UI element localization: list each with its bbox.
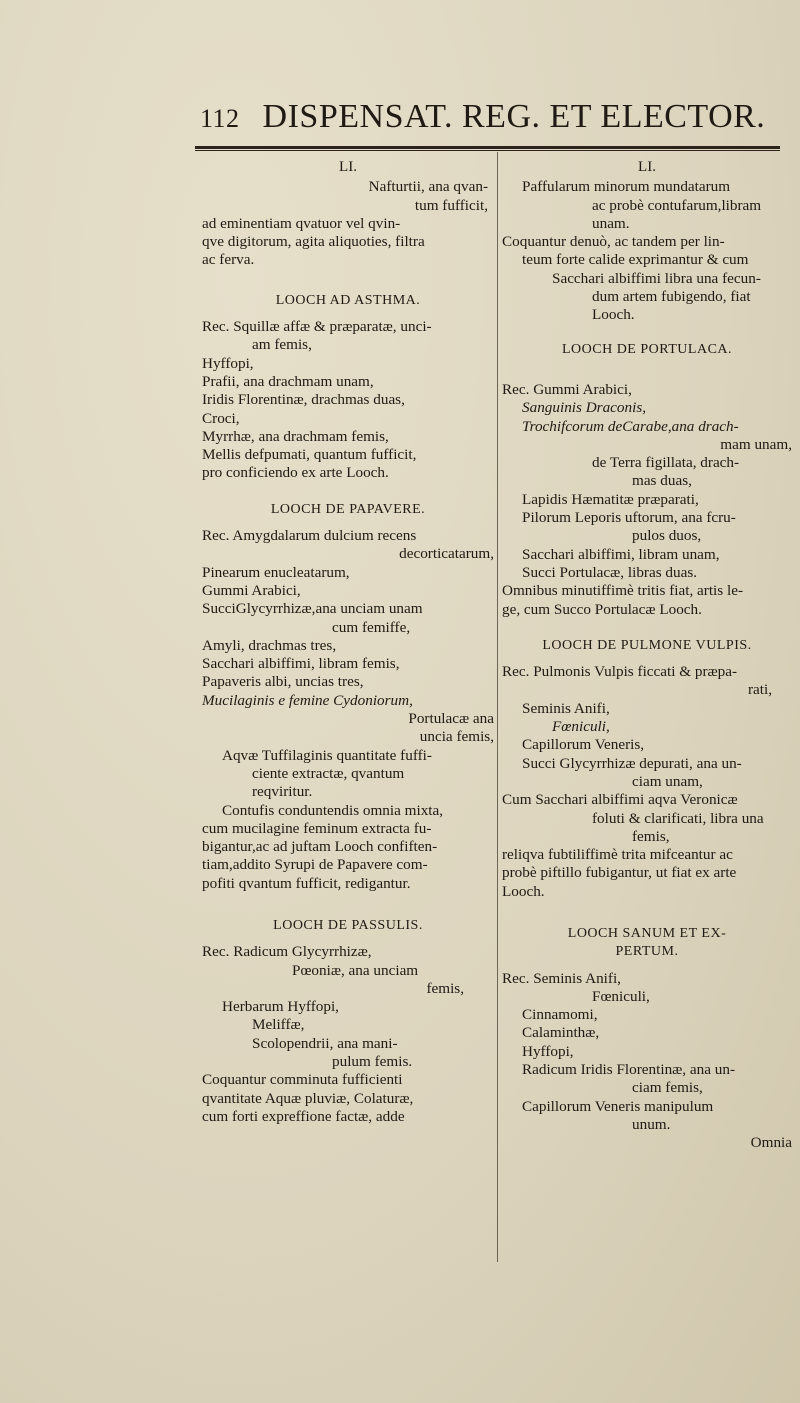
text-line: bigantur,ac ad juftam Looch confiften- xyxy=(202,838,438,856)
text-line: Looch. xyxy=(502,882,545,900)
text-line: Trochifcorum deCarabe,ana drach- xyxy=(522,417,739,435)
spacer xyxy=(502,367,792,381)
text-line: Rec. Pulmonis Vulpis ficcati & præpa- xyxy=(502,663,738,681)
text-line: Succi Portulacæ, libras duas. xyxy=(522,563,698,581)
text-line: Calaminthæ, xyxy=(522,1024,600,1042)
text-line: pofiti qvantum fufficit, redigantur. xyxy=(202,874,411,892)
text-line: Lapidis Hæmatitæ præparati, xyxy=(522,490,699,508)
header-rule xyxy=(195,146,780,149)
text-line: tum fufficit, xyxy=(414,196,488,214)
text-line: Pilorum Leporis uftorum, ana fcru- xyxy=(522,509,736,527)
text-line: dum artem fubigendo, fiat xyxy=(592,288,751,306)
text-line: ge, cum Succo Portulacæ Looch. xyxy=(502,600,702,618)
text-line: Iridis Florentinæ, drachmas duas, xyxy=(202,391,405,409)
text-line: Mellis defpumati, quantum fufficit, xyxy=(202,446,417,464)
text-line: Sacchari albiffimi, libram unam, xyxy=(522,545,720,563)
text-line: Radicum Iridis Florentinæ, ana un- xyxy=(522,1061,736,1079)
text-line: ac probè contufarum,libram xyxy=(592,196,762,214)
text-line: Sacchari albiffimi libra una fecun- xyxy=(552,269,761,287)
text-line: Seminis Anifi, xyxy=(522,699,610,717)
text-line: Nafturtii, ana qvan- xyxy=(368,178,488,196)
text-line: Coquantur comminuta fufficienti xyxy=(202,1071,403,1089)
text-line: decorticatarum, xyxy=(399,545,494,563)
text-line: teum forte calide exprimantur & cum xyxy=(522,251,749,269)
text-line: Rec. Radicum Glycyrrhizæ, xyxy=(202,943,372,961)
text-line: Rec. Gummi Arabici, xyxy=(502,380,632,398)
text-line: Fœniculi, xyxy=(552,718,610,736)
page-title: DISPENSAT. REG. ET ELECTOR. xyxy=(262,98,766,135)
right-column xyxy=(502,158,792,1153)
text-line: unum. xyxy=(632,1115,671,1133)
text-line: Rec. Squillæ affæ & præparatæ, unci- xyxy=(202,318,432,336)
text-line: unam. xyxy=(592,214,630,232)
text-line: Myrrhæ, ana drachmam femis, xyxy=(202,427,389,445)
text-line: mam unam, xyxy=(720,435,792,453)
text-line: Capillorum Veneris, xyxy=(522,736,645,754)
text-line: femis, xyxy=(426,979,464,997)
text-line: ad eminentiam qvatuor vel qvin- xyxy=(202,214,401,232)
text-line: Croci, xyxy=(202,409,240,427)
left-column xyxy=(202,158,494,1126)
catchword: Omnia xyxy=(750,1134,792,1152)
text-line: Rec. Seminis Anifi, xyxy=(502,969,621,987)
text-line: qve digitorum, agita aliquoties, filtra xyxy=(202,233,425,251)
text-line: Gummi Arabici, xyxy=(202,581,301,599)
text-line: mas duas, xyxy=(632,472,692,490)
text-line: probè piftillo fubigantur, ut fiat ex arte xyxy=(502,864,737,882)
text-line: Pœoniæ, ana unciam xyxy=(292,961,419,979)
running-header xyxy=(200,98,780,148)
text-line: tiam,addito Syrupi de Papavere com- xyxy=(202,856,428,874)
text-line: Portulacæ ana xyxy=(408,710,494,728)
recipe-heading: LOOCH DE PORTULACA. xyxy=(561,341,733,357)
text-line: Omnibus minutiffimè tritis fiat, artis le- xyxy=(502,582,743,600)
text-line: de Terra figillata, drach- xyxy=(592,454,740,472)
recipe-heading: LOOCH DE PAPAVERE. xyxy=(270,501,426,517)
header-rule-thin xyxy=(195,150,780,151)
text-line: Capillorum Veneris manipulum xyxy=(522,1097,714,1115)
page-number: 112 xyxy=(200,104,240,133)
text-line: Papaveris albi, uncias tres, xyxy=(202,673,364,691)
text-line: reliqva fubtiliffimè trita mifceantur ac xyxy=(502,846,733,864)
text-line: Hyffopi, xyxy=(202,354,254,372)
text-line: Succi Glycyrrhizæ depurati, ana un- xyxy=(522,754,742,772)
text-line: ac ferva. xyxy=(202,251,255,269)
text-line: ciam femis, xyxy=(632,1079,703,1097)
text-line: SucciGlycyrrhizæ,ana unciam unam xyxy=(202,600,423,618)
text-line: Looch. xyxy=(592,306,635,324)
text-line: Mucilaginis e femine Cydoniorum, xyxy=(202,691,413,709)
recipe-heading: LOOCH DE PULMONE VULPIS. xyxy=(542,637,752,653)
text-line: reqviritur. xyxy=(252,783,313,801)
text-line: Meliffæ, xyxy=(252,1016,305,1034)
text-line: Aqvæ Tuffilaginis quantitate fuffi- xyxy=(222,746,432,764)
text-line: femis, xyxy=(632,827,670,845)
section-number: LI. xyxy=(339,159,357,175)
text-line: Hyffopi, xyxy=(522,1042,574,1060)
text-line: Pinearum enucleatarum, xyxy=(202,563,350,581)
text-line: Paffularum minorum mundatarum xyxy=(522,178,731,196)
text-line: Contufis conduntendis omnia mixta, xyxy=(222,801,444,819)
text-line: Fœniculi, xyxy=(592,987,650,1005)
text-line: uncia femis, xyxy=(419,728,494,746)
text-line: pro conficiendo ex arte Looch. xyxy=(202,464,389,482)
text-line: foluti & clarificati, libra una xyxy=(592,809,764,827)
text-line: qvantitate Aquæ pluviæ, Colaturæ, xyxy=(202,1089,414,1107)
text-line: Scolopendrii, ana mani- xyxy=(252,1034,398,1052)
recipe-heading: LOOCH AD ASTHMA. xyxy=(275,292,421,308)
recipe-heading: LOOCH SANUM ET EX- xyxy=(567,925,727,941)
text-line: Prafii, ana drachmam unam, xyxy=(202,372,374,390)
text-line: cum forti expreffione factæ, adde xyxy=(202,1107,405,1125)
text-line: pulos duos, xyxy=(632,527,702,545)
column-divider xyxy=(497,152,498,1262)
text-line: rati, xyxy=(747,681,772,699)
recipe-heading: LOOCH DE PASSULIS. xyxy=(273,917,423,933)
text-line: Herbarum Hyffopi, xyxy=(222,998,339,1016)
text-line: Coquantur denuò, ac tandem per lin- xyxy=(502,233,725,251)
text-line: ciam unam, xyxy=(632,772,703,790)
text-line: am femis, xyxy=(252,336,312,354)
text-line: Cinnamomi, xyxy=(522,1006,598,1024)
text-line: cum mucilagine feminum extracta fu- xyxy=(202,819,432,837)
text-line: Sanguinis Draconis, xyxy=(522,399,647,417)
text-line: Sacchari albiffimi, libram femis, xyxy=(202,655,400,673)
text-line: pulum femis. xyxy=(332,1053,413,1071)
text-line: Rec. Amygdalarum dulcium recens xyxy=(202,527,417,545)
recipe-heading-cont: PERTUM. xyxy=(615,944,679,960)
text-line: cum femiffe, xyxy=(332,618,411,636)
section-number: LI. xyxy=(638,159,656,175)
text-line: ciente extractæ, qvantum xyxy=(252,764,405,782)
text-line: Cum Sacchari albiffimi aqva Veronicæ xyxy=(502,791,738,809)
text-line: Amyli, drachmas tres, xyxy=(202,636,337,654)
